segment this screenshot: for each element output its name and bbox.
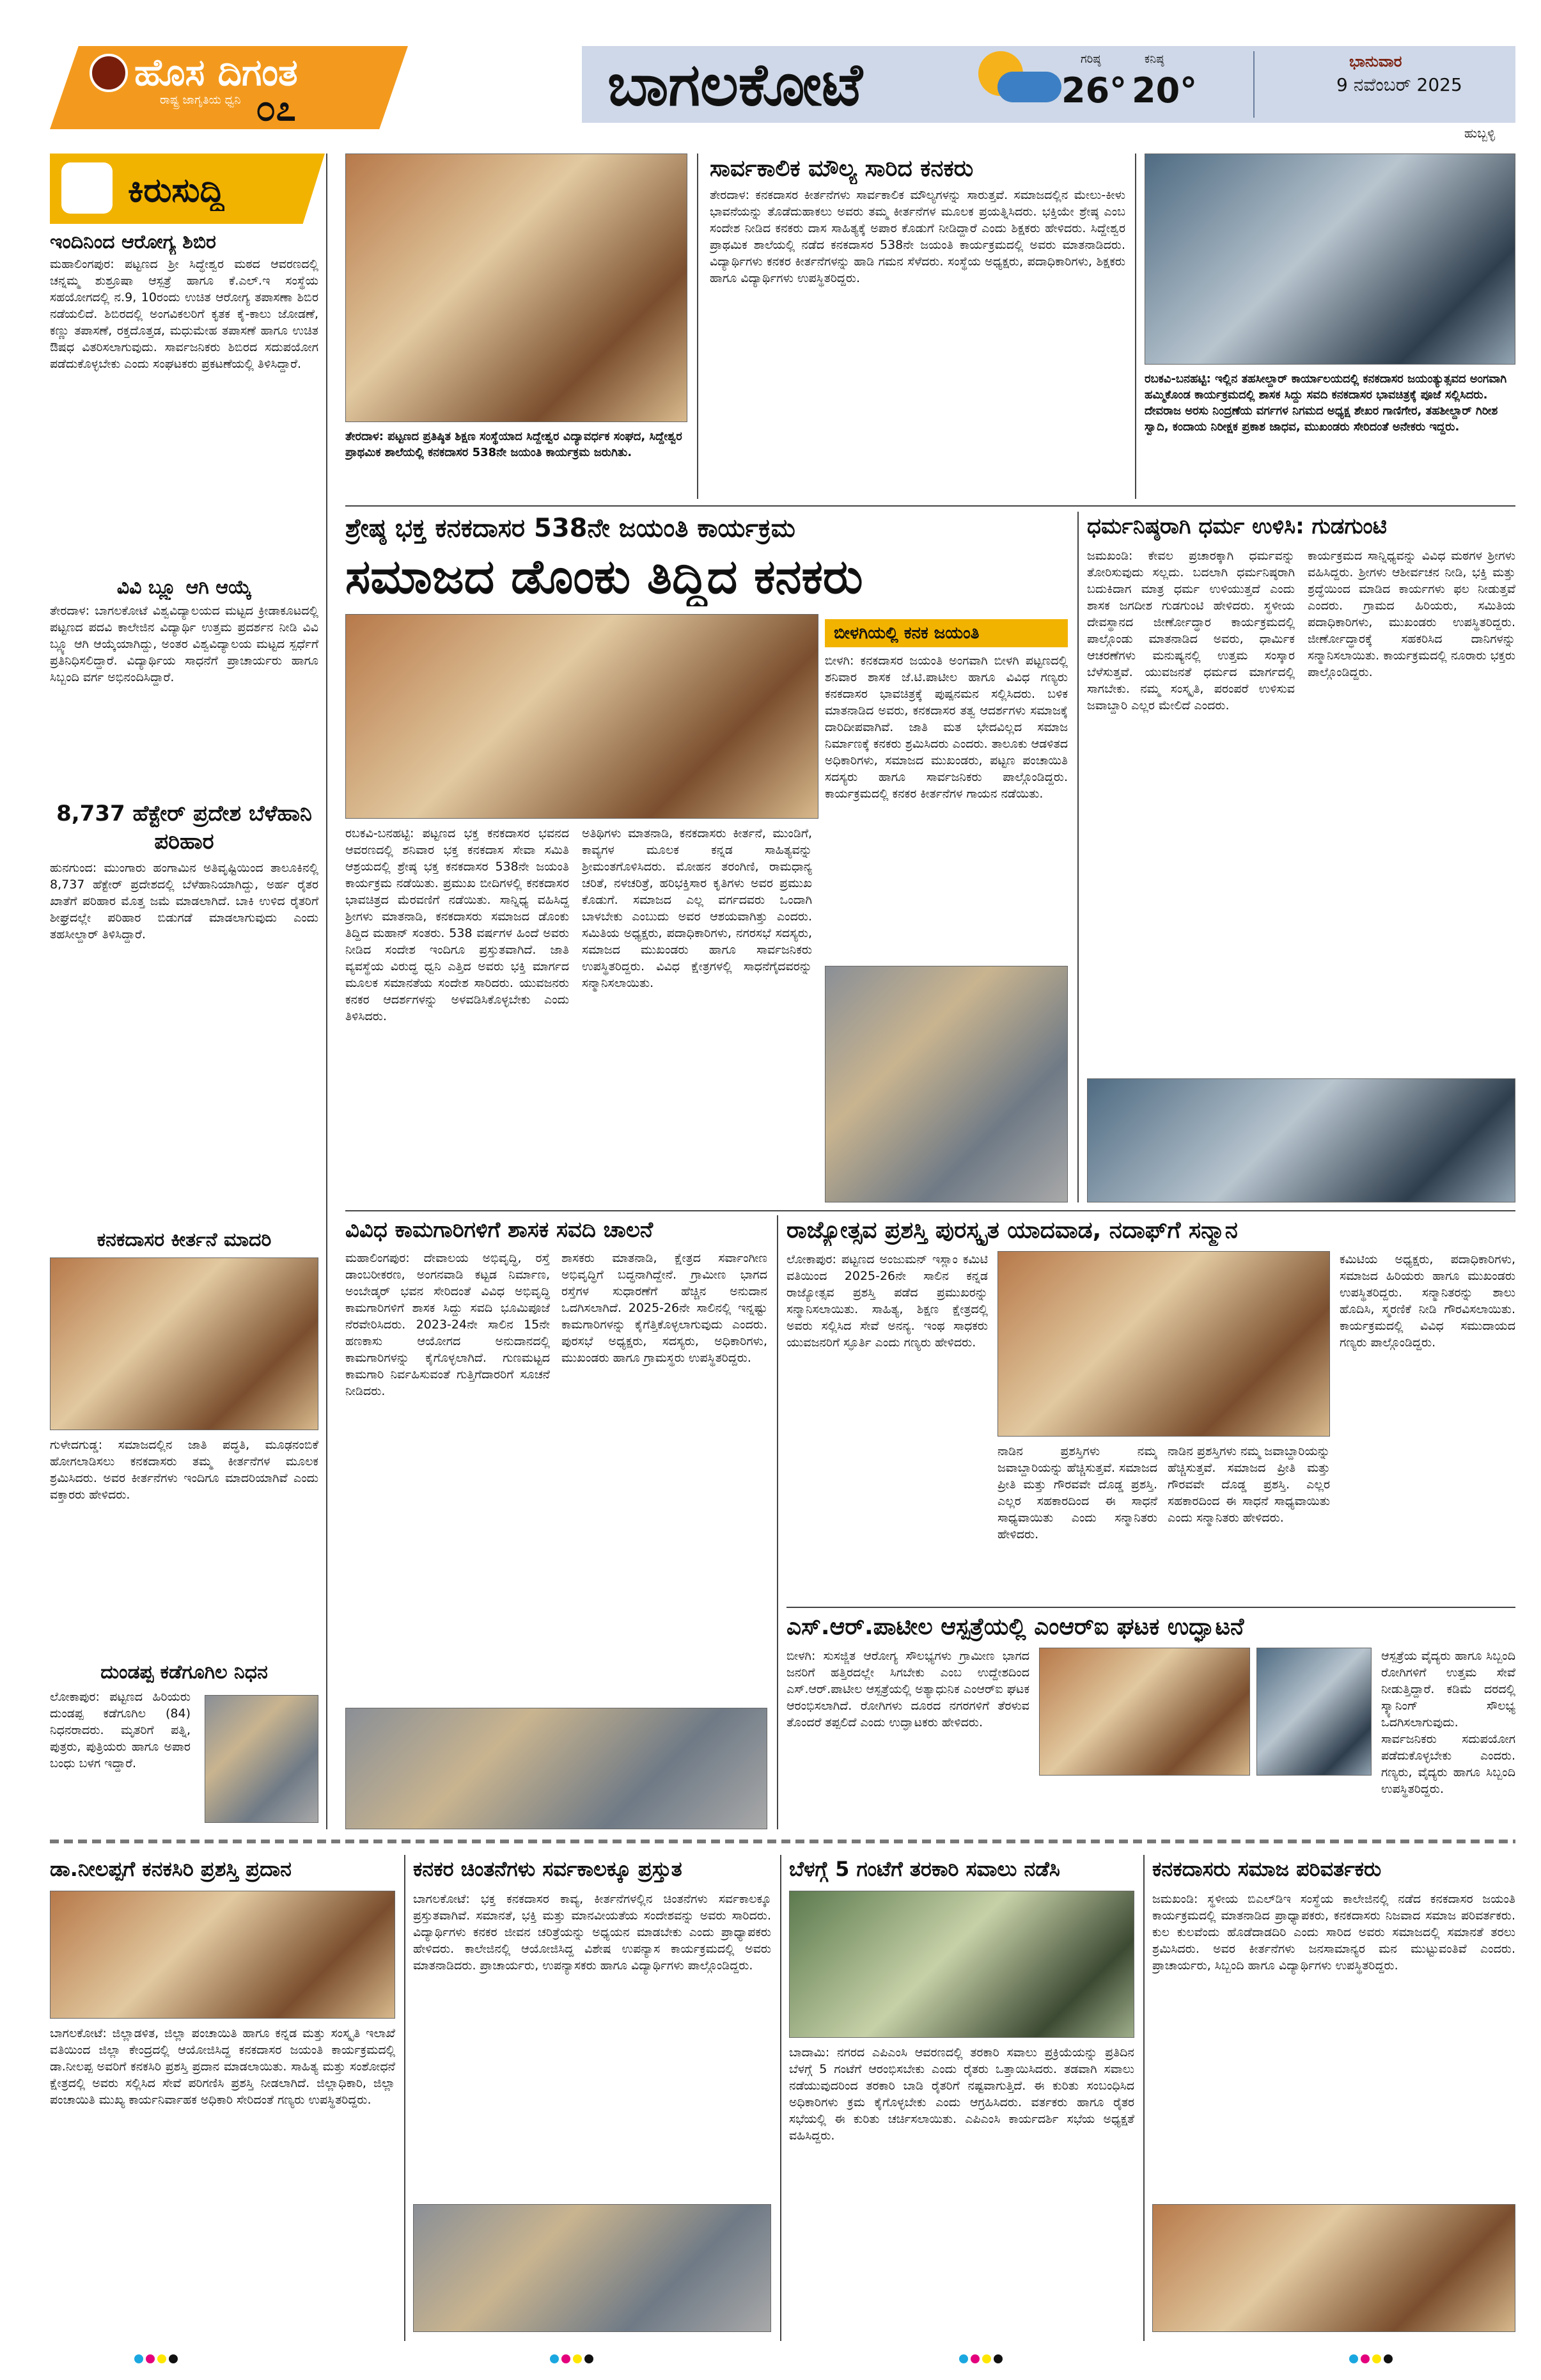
story-photo <box>1145 154 1515 365</box>
story-headline: ಬೆಳಗ್ಗೆ 5 ಗಂಟೆಗೆ ತರಕಾರಿ ಸವಾಲು ನಡೆಸಿ <box>789 1857 1060 1881</box>
story-body: ಮಹಾಲಿಂಗಪುರ: ದೇವಾಲಯ ಅಭಿವೃದ್ಧಿ, ರಸ್ತೆ ಡಾಂಬರೀಕರಣ, ಅಂಗನವಾಡಿ ಕಟ್ಟಡ ನಿರ್ಮಾಣ, ಅಂಬೇಡ್ಕರ್ ಭವನ ಸೇರಿದಂತೆ ವಿವಿಧ ಅಭಿವೃದ್ಧಿ ಕಾಮಗಾರಿಗಳಿಗೆ ಶಾಸಕ ಸಿದ್ದು ಸವದಿ ಭೂಮಿಪೂಜೆ ನೆರವೇರಿಸಿದರು. 2023-24ನೇ ಸಾಲಿನ 15ನೇ ಹಣಕಾಸು ಆಯೋಗದ ಅನುದಾನದಲ್ಲಿ ಕಾಮಗಾರಿಗಳನ್ನು ಕೈಗೊಳ್ಳಲಾಗಿದೆ. ಗುಣಮಟ್ಟದ ಕಾಮಗಾರಿ ನಿರ್ವಹಿಸುವಂತೆ ಗುತ್ತಿಗೆದಾರರಿಗೆ ಸೂಚನೆ ನೀಡಿದರು. <box>345 1251 550 1398</box>
registration-marks <box>1349 2354 1395 2366</box>
section-divider <box>50 1840 1515 1843</box>
lead-body-col2: ಅತಿಥಿಗಳು ಮಾತನಾಡಿ, ಕನಕದಾಸರು ಕೀರ್ತನೆ, ಮುಂಡಿಗೆ, ಕಾವ್ಯಗಳ ಮೂಲಕ ಕನ್ನಡ ಸಾಹಿತ್ಯವನ್ನು ಶ್ರೀಮಂತಗೊಳಿಸಿದರು. ಮೋಹನ ತರಂಗಿಣಿ, ರಾಮಧಾನ್ಯ ಚರಿತೆ, ನಳಚರಿತ್ರೆ, ಹರಿಭಕ್ತಿಸಾರ ಕೃತಿಗಳು ಅವರ ಪ್ರಮುಖ ಕೊಡುಗೆ. ಸಮಾಜದ ಎಲ್ಲ ವರ್ಗದವರು ಒಂದಾಗಿ ಬಾಳಬೇಕು ಎಂಬುದು ಅವರ ಆಶಯವಾಗಿತ್ತು ಎಂದರು. ಸಮಿತಿಯ ಅಧ್ಯಕ್ಷರು, ಪದಾಧಿಕಾರಿಗಳು, ನಗರಸಭೆ ಸದಸ್ಯರು, ಸಮಾಜದ ಮುಖಂಡರು ಹಾಗೂ ಸಾರ್ವಜನಿಕರು ಉಪಸ್ಥಿತರಿದ್ದರು. ವಿವಿಧ ಕ್ಷೇತ್ರಗಳಲ್ಲಿ ಸಾಧನೆಗೈದವರನ್ನು ಸನ್ಮಾನಿಸಲಾಯಿತು. <box>582 826 812 990</box>
story-body: ನಾಡಿನ ಪ್ರಶಸ್ತಿಗಳು ನಮ್ಮ ಜವಾಬ್ದಾರಿಯನ್ನು ಹೆಚ್ಚಿಸುತ್ತವೆ. ಸಮಾಜದ ಪ್ರೀತಿ ಮತ್ತು ಗೌರವವೇ ದೊಡ್ಡ ಪ್ರಶಸ್ತಿ. ಎಲ್ಲರ ಸಹಕಾರದಿಂದ ಈ ಸಾಧನೆ ಸಾಧ್ಯವಾಯಿತು ಎಂದು ಸನ್ಮಾನಿತರು ಹೇಳಿದರು. <box>997 1444 1157 1541</box>
lead-kicker: ಶ್ರೇಷ್ಠ ಭಕ್ತ ಕನಕದಾಸರ 538ನೇ ಜಯಂತಿ ಕಾರ್ಯಕ್ರಮ <box>345 514 795 543</box>
story-headline: ಕನಕದಾಸರು ಸಮಾಜ ಪರಿವರ್ತಕರು <box>1152 1857 1382 1881</box>
story-body: ಬಾಗಲಕೋಟೆ: ಜಿಲ್ಲಾಡಳಿತ, ಜಿಲ್ಲಾ ಪಂಚಾಯಿತಿ ಹಾಗೂ ಕನ್ನಡ ಮತ್ತು ಸಂಸ್ಕೃತಿ ಇಲಾಖೆ ವತಿಯಿಂದ ಜಿಲ್ಲಾ ಕೇಂದ್ರದಲ್ಲಿ ಆಯೋಜಿಸಿದ್ದ ಕನಕದಾಸರ ಜಯಂತಿ ಕಾರ್ಯಕ್ರಮದಲ್ಲಿ ಡಾ.ನೀಲಪ್ಪ ಅವರಿಗೆ ಕನಕಸಿರಿ ಪ್ರಶಸ್ತಿ ಪ್ರದಾನ ಮಾಡಲಾಯಿತು. ಸಾಹಿತ್ಯ ಮತ್ತು ಸಂಶೋಧನೆ ಕ್ಷೇತ್ರದಲ್ಲಿ ಅವರು ಸಲ್ಲಿಸಿದ ಸೇವೆ ಪರಿಗಣಿಸಿ ಪ್ರಶಸ್ತಿ ನೀಡಲಾಗಿದೆ. ಜಿಲ್ಲಾಧಿಕಾರಿ, ಜಿಲ್ಲಾ ಪಂಚಾಯಿತಿ ಮುಖ್ಯ ಕಾರ್ಯನಿರ್ವಾಹಕ ಅಧಿಕಾರಿ ಸೇರಿದಂತೆ ಗಣ್ಯರು ಉಪಸ್ಥಿತರಿದ್ದರು. <box>50 2026 395 2107</box>
story-body: ಬೀಳಗಿ: ಸುಸಜ್ಜಿತ ಆರೋಗ್ಯ ಸೌಲಭ್ಯಗಳು ಗ್ರಾಮೀಣ ಭಾಗದ ಜನರಿಗೆ ಹತ್ತಿರದಲ್ಲೇ ಸಿಗಬೇಕು ಎಂಬ ಉದ್ದೇಶದಿಂದ ಎಸ್.ಆರ್.ಪಾಟೀಲ ಆಸ್ಪತ್ರೆಯಲ್ಲಿ ಅತ್ಯಾಧುನಿಕ ಎಂಆರ್‌ಐ ಘಟಕ ಆರಂಭಿಸಲಾಗಿದೆ. ರೋಗಿಗಳು ದೂರದ ನಗರಗಳಿಗೆ ತೆರಳುವ ತೊಂದರೆ ತಪ್ಪಲಿದೆ ಎಂದು ಉದ್ಘಾಟಕರು ಹೇಳಿದರು. <box>786 1649 1029 1730</box>
brief-body: ತೇರದಾಳ: ಬಾಗಲಕೋಟೆ ವಿಶ್ವವಿದ್ಯಾಲಯದ ಮಟ್ಟದ ಕ್ರೀಡಾಕೂಟದಲ್ಲಿ ಪಟ್ಟಣದ ಪದವಿ ಕಾಲೇಜಿನ ವಿದ್ಯಾರ್ಥಿ ಉತ್ತಮ ಪ್ರದರ್ಶನ ನೀಡಿ ವಿವಿ ಬ್ಲ್ಯೂ ಆಗಿ ಆಯ್ಕೆಯಾಗಿದ್ದು, ಅಂತರ ವಿಶ್ವವಿದ್ಯಾಲಯ ಮಟ್ಟದ ಸ್ಪರ್ಧೆಗೆ ಪ್ರತಿನಿಧಿಸಲಿದ್ದಾರೆ. ವಿದ್ಯಾರ್ಥಿಯ ಸಾಧನೆಗೆ ಪ್ರಾಚಾರ್ಯರು ಹಾಗೂ ಸಿಬ್ಬಂದಿ ವರ್ಗ ಅಭಿನಂದಿಸಿದ್ದಾರೆ. <box>50 604 318 684</box>
story-body: ಬಾದಾಮಿ: ನಗರದ ಎಪಿಎಂಸಿ ಆವರಣದಲ್ಲಿ ತರಕಾರಿ ಸವಾಲು ಪ್ರಕ್ರಿಯೆಯನ್ನು ಪ್ರತಿದಿನ ಬೆಳಗ್ಗೆ 5 ಗಂಟೆಗೆ ಆರಂಭಿಸಬೇಕು ಎಂದು ರೈತರು ಒತ್ತಾಯಿಸಿದರು. ತಡವಾಗಿ ಸವಾಲು ನಡೆಯುವುದರಿಂದ ತರಕಾರಿ ಬಾಡಿ ರೈತರಿಗೆ ನಷ್ಟವಾಗುತ್ತಿದೆ. ಈ ಕುರಿತು ಸಂಬಂಧಿಸಿದ ಅಧಿಕಾರಿಗಳು ಕ್ರಮ ಕೈಗೊಳ್ಳಬೇಕು ಎಂದು ಆಗ್ರಹಿಸಿದರು. ವರ್ತಕರು ಹಾಗೂ ರೈತರ ಸಭೆಯಲ್ಲಿ ಈ ಕುರಿತು ಚರ್ಚಿಸಲಾಯಿತು. ಎಪಿಎಂಸಿ ಕಾರ್ಯದರ್ಶಿ ಸಭೆಯ ಅಧ್ಯಕ್ಷತೆ ವಹಿಸಿದ್ದರು. <box>789 2045 1134 2143</box>
story-body: ಶಾಸಕರು ಮಾತನಾಡಿ, ಕ್ಷೇತ್ರದ ಸರ್ವಾಂಗೀಣ ಅಭಿವೃದ್ಧಿಗೆ ಬದ್ಧನಾಗಿದ್ದೇನೆ. ಗ್ರಾಮೀಣ ಭಾಗದ ರಸ್ತೆಗಳ ಸುಧಾರಣೆಗೆ ಹೆಚ್ಚಿನ ಅನುದಾನ ಒದಗಿಸಲಾಗಿದೆ. 2025-26ನೇ ಸಾಲಿನಲ್ಲಿ ಇನ್ನಷ್ಟು ಕಾಮಗಾರಿಗಳನ್ನು ಕೈಗೆತ್ತಿಕೊಳ್ಳಲಾಗುವುದು ಎಂದರು. ಪುರಸಭೆ ಅಧ್ಯಕ್ಷರು, ಸದಸ್ಯರು, ಅಧಿಕಾರಿಗಳು, ಮುಖಂಡರು ಹಾಗೂ ಗ್ರಾಮಸ್ಥರು ಉಪಸ್ಥಿತರಿದ್ದರು. <box>561 1251 767 1365</box>
column-rule <box>1135 154 1136 499</box>
lead-headline: ಸಮಾಜದ ಡೊಂಕು ತಿದ್ದಿದ ಕನಕರು <box>345 549 863 604</box>
story-photo <box>1152 2204 1515 2332</box>
registration-marks <box>550 2354 596 2366</box>
brief-body: ಗುಳೇದಗುಡ್ಡ: ಸಮಾಜದಲ್ಲಿನ ಜಾತಿ ಪದ್ಧತಿ, ಮೂಢನಂಬಿಕೆ ಹೋಗಲಾಡಿಸಲು ಕನಕದಾಸರು ತಮ್ಮ ಕೀರ್ತನೆಗಳ ಮೂಲಕ ಶ್ರಮಿಸಿದರು. ಅವರ ಕೀರ್ತನೆಗಳು ಇಂದಿಗೂ ಮಾದರಿಯಾಗಿವೆ ಎಂದು ವಕ್ತಾರರು ಹೇಳಿದರು. <box>50 1438 318 1502</box>
story-body: ಜಮಖಂಡಿ: ಕೇವಲ ಪ್ರಚಾರಕ್ಕಾಗಿ ಧರ್ಮವನ್ನು ತೋರಿಸುವುದು ಸಲ್ಲದು. ಬದಲಾಗಿ ಧರ್ಮನಿಷ್ಠರಾಗಿ ಬದುಕಿದಾಗ ಮಾತ್ರ ಧರ್ಮ ಉಳಿಯುತ್ತದೆ ಎಂದು ಶಾಸಕ ಜಗದೀಶ ಗುಡಗುಂಟಿ ಹೇಳಿದರು. ಸ್ಥಳೀಯ ದೇವಸ್ಥಾನದ ಜೀರ್ಣೋದ್ಧಾರ ಕಾರ್ಯಕ್ರಮದಲ್ಲಿ ಪಾಲ್ಗೊಂಡು ಮಾತನಾಡಿದ ಅವರು, ಧಾರ್ಮಿಕ ಆಚರಣೆಗಳು ಮನುಷ್ಯನಲ್ಲಿ ಉತ್ತಮ ಸಂಸ್ಕಾರ ಬೆಳೆಸುತ್ತವೆ. ಯುವಜನತೆ ಧರ್ಮದ ಮಾರ್ಗದಲ್ಲಿ ಸಾಗಬೇಕು. ನಮ್ಮ ಸಂಸ್ಕೃತಿ, ಪರಂಪರೆ ಉಳಿಸುವ ಜವಾಬ್ದಾರಿ ಎಲ್ಲರ ಮೇಲಿದೆ ಎಂದರು. <box>1087 549 1295 713</box>
story-body: ಲೋಕಾಪುರ: ಪಟ್ಟಣದ ಅಂಜುಮನ್ ಇಸ್ಲಾಂ ಕಮಿಟಿ ವತಿಯಿಂದ 2025-26ನೇ ಸಾಲಿನ ಕನ್ನಡ ರಾಜ್ಯೋತ್ಸವ ಪ್ರಶಸ್ತಿ ಪಡೆದ ಪ್ರಮುಖರನ್ನು ಸನ್ಮಾನಿಸಲಾಯಿತು. ಸಾಹಿತ್ಯ, ಶಿಕ್ಷಣ ಕ್ಷೇತ್ರದಲ್ಲಿ ಅವರು ಸಲ್ಲಿಸಿದ ಸೇವೆ ಅನನ್ಯ. ಇಂಥ ಸಾಧಕರು ಯುವಜನರಿಗೆ ಸ್ಫೂರ್ತಿ ಎಂದು ಗಣ್ಯರು ಹೇಳಿದರು. <box>786 1252 988 1350</box>
story-body: ತೇರದಾಳ: ಕನಕದಾಸರ ಕೀರ್ತನೆಗಳು ಸಾರ್ವಕಾಲಿಕ ಮೌಲ್ಯಗಳನ್ನು ಸಾರುತ್ತವೆ. ಸಮಾಜದಲ್ಲಿನ ಮೇಲು-ಕೀಳು ಭಾವನೆಯನ್ನು ತೊಡೆದುಹಾಕಲು ಅವರು ತಮ್ಮ ಕೀರ್ತನೆಗಳ ಮೂಲಕ ಪ್ರಯತ್ನಿಸಿದರು. ಭಕ್ತಿಯೇ ಶ್ರೇಷ್ಠ ಎಂಬ ಸಂದೇಶ ನೀಡಿದ ಕನಕರು ದಾಸ ಸಾಹಿತ್ಯಕ್ಕೆ ಅಪಾರ ಕೊಡುಗೆ ನೀಡಿದ್ದಾರೆ ಎಂದು ಶಿಕ್ಷಕರು ಹೇಳಿದರು. ಸಿದ್ದೇಶ್ವರ ಪ್ರಾಥಮಿಕ ಶಾಲೆಯಲ್ಲಿ ನಡೆದ ಕನಕದಾಸರ 538ನೇ ಜಯಂತಿ ಕಾರ್ಯಕ್ರಮದಲ್ಲಿ ಅವರು ಮಾತನಾಡಿದರು. ವಿದ್ಯಾರ್ಥಿಗಳು ಕನಕರ ಕೀರ್ತನೆಗಳನ್ನು ಹಾಡಿ ಗಮನ ಸೆಳೆದರು. ಸಂಸ್ಥೆಯ ಅಧ್ಯಕ್ಷರು, ಪದಾಧಿಕಾರಿಗಳು, ಶಿಕ್ಷಕರು ಹಾಗೂ ವಿದ್ಯಾರ್ಥಿಗಳು ಉಪಸ್ಥಿತರಿದ್ದರು. <box>710 188 1125 285</box>
story-photo <box>413 2204 771 2332</box>
lead-body-col1: ರಬಕವಿ-ಬನಹಟ್ಟಿ: ಪಟ್ಟಣದ ಭಕ್ತ ಕನಕದಾಸರ ಭವನದ ಆವರಣದಲ್ಲಿ ಶನಿವಾರ ಭಕ್ತ ಕನಕದಾಸ ಸೇವಾ ಸಮಿತಿ ಆಶ್ರಯದಲ್ಲಿ ಶ್ರೇಷ್ಠ ಭಕ್ತ ಕನಕದಾಸರ 538ನೇ ಜಯಂತಿ ಕಾರ್ಯಕ್ರಮ ನಡೆಯಿತು. ಪ್ರಮುಖ ಬೀದಿಗಳಲ್ಲಿ ಕನಕದಾಸರ ಭಾವಚಿತ್ರದ ಮೆರವಣಿಗೆ ನಡೆಯಿತು. ಸಾನ್ನಿಧ್ಯ ವಹಿಸಿದ್ದ ಶ್ರೀಗಳು ಮಾತನಾಡಿ, ಕನಕದಾಸರು ಸಮಾಜದ ಡೊಂಕು ತಿದ್ದಿದ ಮಹಾನ್ ಸಂತರು. 538 ವರ್ಷಗಳ ಹಿಂದೆ ಅವರು ನೀಡಿದ ಸಂದೇಶ ಇಂದಿಗೂ ಪ್ರಸ್ತುತವಾಗಿದೆ. ಜಾತಿ ವ್ಯವಸ್ಥೆಯ ವಿರುದ್ಧ ಧ್ವನಿ ಎತ್ತಿದ ಅವರು ಭಕ್ತಿ ಮಾರ್ಗದ ಮೂಲಕ ಸಮಾನತೆಯ ಸಂದೇಶ ಸಾರಿದರು. ಯುವಜನರು ಕನಕರ ಆದರ್ಶಗಳನ್ನು ಅಳವಡಿಸಿಕೊಳ್ಳಬೇಕು ಎಂದು ತಿಳಿಸಿದರು. <box>345 826 569 1023</box>
registration-marks <box>959 2354 1005 2366</box>
paper-name: ಹೊಸ ದಿಗಂತ <box>134 51 298 94</box>
beelagi-body: ಬೀಳಗಿ: ಕನಕದಾಸರ ಜಯಂತಿ ಅಂಗವಾಗಿ ಬೀಳಗಿ ಪಟ್ಟಣದಲ್ಲಿ ಶನಿವಾರ ಶಾಸಕ ಜೆ.ಟಿ.ಪಾಟೀಲ ಹಾಗೂ ವಿವಿಧ ಗಣ್ಯರು ಕನಕದಾಸರ ಭಾವಚಿತ್ರಕ್ಕೆ ಪುಷ್ಪನಮನ ಸಲ್ಲಿಸಿದರು. ಬಳಿಕ ಮಾತನಾಡಿದ ಅವರು, ಕನಕದಾಸರ ತತ್ವ ಆದರ್ಶಗಳು ಸಮಾಜಕ್ಕೆ ದಾರಿದೀಪವಾಗಿವೆ. ಜಾತಿ ಮತ ಭೇದವಿಲ್ಲದ ಸಮಾಜ ನಿರ್ಮಾಣಕ್ಕೆ ಕನಕರು ಶ್ರಮಿಸಿದರು ಎಂದರು. ತಾಲೂಕು ಆಡಳಿತದ ಅಧಿಕಾರಿಗಳು, ಸಮಾಜದ ಮುಖಂಡರು, ಪಟ್ಟಣ ಪಂಚಾಯಿತಿ ಸದಸ್ಯರು ಹಾಗೂ ಸಾರ್ವಜನಿಕರು ಪಾಲ್ಗೊಂಡಿದ್ದರು. ಕಾರ್ಯಕ್ರಮದಲ್ಲಿ ಕನಕರ ಕೀರ್ತನೆಗಳ ಗಾಯನ ನಡೆಯಿತು. <box>825 654 1068 801</box>
date-divider <box>1253 51 1255 118</box>
brief-photo <box>50 1257 318 1430</box>
story-photo <box>997 1251 1330 1437</box>
kirusuddi-label: ಕಿರುಸುದ್ದಿ <box>128 171 224 210</box>
registration-marks <box>134 2354 180 2366</box>
date: 9 ನವೆಂಬರ್ 2025 <box>1336 74 1462 95</box>
brief-title: ಇಂದಿನಿಂದ ಆರೋಗ್ಯ ಶಿಬಿರ <box>50 231 216 253</box>
story-headline: ಧರ್ಮನಿಷ್ಠರಾಗಿ ಧರ್ಮ ಉಳಿಸಿ: ಗುಡಗುಂಟಿ <box>1087 514 1387 539</box>
min-temp-label: ಕನಿಷ್ಠ <box>1145 52 1164 66</box>
story-body: ನಾಡಿನ ಪ್ರಶಸ್ತಿಗಳು ನಮ್ಮ ಜವಾಬ್ದಾರಿಯನ್ನು ಹೆಚ್ಚಿಸುತ್ತವೆ. ಸಮಾಜದ ಪ್ರೀತಿ ಮತ್ತು ಗೌರವವೇ ದೊಡ್ಡ ಪ್ರಶಸ್ತಿ. ಎಲ್ಲರ ಸಹಕಾರದಿಂದ ಈ ಸಾಧನೆ ಸಾಧ್ಯವಾಯಿತು ಎಂದು ಸನ್ಮಾನಿತರು ಹೇಳಿದರು. <box>1168 1444 1330 1525</box>
column-rule <box>404 1855 405 2341</box>
story-headline: ಡಾ.ನೀಲಪ್ಪಗೆ ಕನಕಸಿರಿ ಪ್ರಶಸ್ತಿ ಪ್ರದಾನ <box>50 1857 292 1881</box>
column-rule <box>326 154 327 1829</box>
paper-logo-emblem-icon <box>90 54 128 92</box>
section-rule <box>786 1607 1515 1608</box>
column-rule <box>697 154 698 499</box>
story-body: ಕಮಿಟಿಯ ಅಧ್ಯಕ್ಷರು, ಪದಾಧಿಕಾರಿಗಳು, ಸಮಾಜದ ಹಿರಿಯರು ಹಾಗೂ ಮುಖಂಡರು ಉಪಸ್ಥಿತರಿದ್ದರು. ಸನ್ಮಾನಿತರನ್ನು ಶಾಲು ಹೊದಿಸಿ, ಸ್ಮರಣಿಕೆ ನೀಡಿ ಗೌರವಿಸಲಾಯಿತು. ಕಾರ್ಯಕ್ರಮದಲ್ಲಿ ವಿವಿಧ ಸಮುದಾಯದ ಗಣ್ಯರು ಪಾಲ್ಗೊಂಡಿದ್ದರು. <box>1340 1252 1515 1350</box>
min-temp: 20° <box>1132 70 1198 111</box>
brief-title: ದುಂಡಪ್ಪ ಕಡೆಗೂಗಿಲ ನಿಧನ <box>100 1661 268 1683</box>
paper-tagline: ರಾಷ್ಟ್ರ ಜಾಗೃತಿಯ ಧ್ವನಿ <box>160 93 241 107</box>
story-headline: ಕನಕರ ಚಿಂತನೆಗಳು ಸರ್ವಕಾಲಕ್ಕೂ ಪ್ರಸ್ತುತ <box>413 1857 682 1881</box>
story-headline: ರಾಜ್ಯೋತ್ಸವ ಪ್ರಶಸ್ತಿ ಪುರಸ್ಕೃತ ಯಾದವಾಡ, ನದಾಫ್‌ಗೆ ಸನ್ಮಾನ <box>786 1217 1238 1243</box>
brief-title: ಕನಕದಾಸರ ಕೀರ್ತನೆ ಮಾದರಿ <box>97 1229 272 1251</box>
section-rule <box>345 1210 1515 1211</box>
story-body: ಆಸ್ಪತ್ರೆಯ ವೈದ್ಯರು ಹಾಗೂ ಸಿಬ್ಬಂದಿ ರೋಗಿಗಳಿಗೆ ಉತ್ತಮ ಸೇವೆ ನೀಡುತ್ತಿದ್ದಾರೆ. ಕಡಿಮೆ ದರದಲ್ಲಿ ಸ್ಕ್ಯಾನಿಂಗ್ ಸೌಲಭ್ಯ ಒದಗಿಸಲಾಗುವುದು. ಸಾರ್ವಜನಿಕರು ಸದುಪಯೋಗ ಪಡೆದುಕೊಳ್ಳಬೇಕು ಎಂದರು. ಗಣ್ಯರು, ವೈದ್ಯರು ಹಾಗೂ ಸಿಬ್ಬಂದಿ ಉಪಸ್ಥಿತರಿದ್ದರು. <box>1381 1649 1515 1796</box>
hand-icon <box>61 162 113 214</box>
brief-body: ಮಹಾಲಿಂಗಪುರ: ಪಟ್ಟಣದ ಶ್ರೀ ಸಿದ್ಧೇಶ್ವರ ಮಠದ ಆವರಣದಲ್ಲಿ ಚನ್ನಮ್ಮ ಶುಶ್ರೂಷಾ ಆಸ್ಪತ್ರೆ ಹಾಗೂ ಕೆ.ಎಲ್.ಇ ಸಂಸ್ಥೆಯ ಸಹಯೋಗದಲ್ಲಿ ನ.9, 10ರಂದು ಉಚಿತ ಆರೋಗ್ಯ ತಪಾಸಣಾ ಶಿಬಿರ ನಡೆಯಲಿದೆ. ಶಿಬಿರದಲ್ಲಿ ಅಂಗವಿಕಲರಿಗೆ ಕೃತಕ ಕೈ-ಕಾಲು ಜೋಡಣೆ, ಕಣ್ಣು ತಪಾಸಣೆ, ರಕ್ತದೊತ್ತಡ, ಮಧುಮೇಹ ತಪಾಸಣೆ ಹಾಗೂ ಉಚಿತ ಔಷಧ ವಿತರಿಸಲಾಗುವುದು. ಸಾರ್ವಜನಿಕರು ಶಿಬಿರದ ಸದುಪಯೋಗ ಪಡೆದುಕೊಳ್ಳಬೇಕು ಎಂದು ಸಂಘಟಕರು ಪ್ರಕಟಣೆಯಲ್ಲಿ ತಿಳಿಸಿದ್ದಾರೆ. <box>50 257 318 371</box>
story-photo <box>345 1708 767 1829</box>
max-temp: 26° <box>1061 70 1127 111</box>
section-rule <box>345 505 1515 507</box>
weather-cloud-icon <box>997 72 1061 102</box>
brief-body: ಲೋಕಾಪುರ: ಪಟ್ಟಣದ ಹಿರಿಯರು ದುಂಡಪ್ಪ ಕಡೆಗೂಗಿಲ (84) ನಿಧನರಾದರು. ಮೃತರಿಗೆ ಪತ್ನಿ, ಪುತ್ರರು, ಪುತ್ರಿಯರು ಹಾಗೂ ಅಪಾರ ಬಂಧು ಬಳಗ ಇದ್ದಾರೆ. <box>50 1690 191 1770</box>
masthead <box>0 0 1541 144</box>
column-rule <box>1143 1855 1145 2341</box>
story-body: ಬಾಗಲಕೋಟೆ: ಭಕ್ತ ಕನಕದಾಸರ ಕಾವ್ಯ, ಕೀರ್ತನೆಗಳಲ್ಲಿನ ಚಿಂತನೆಗಳು ಸರ್ವಕಾಲಕ್ಕೂ ಪ್ರಸ್ತುತವಾಗಿವೆ. ಸಮಾನತೆ, ಭಕ್ತಿ ಮತ್ತು ಮಾನವೀಯತೆಯ ಸಂದೇಶವನ್ನು ಅವರು ಸಾರಿದರು. ವಿದ್ಯಾರ್ಥಿಗಳು ಕನಕರ ಜೀವನ ಚರಿತ್ರೆಯನ್ನು ಅಧ್ಯಯನ ಮಾಡಬೇಕು ಎಂದು ಪ್ರಾಧ್ಯಾಪಕರು ಹೇಳಿದರು. ಕಾಲೇಜಿನಲ್ಲಿ ಆಯೋಜಿಸಿದ್ದ ವಿಶೇಷ ಉಪನ್ಯಾಸ ಕಾರ್ಯಕ್ರಮದಲ್ಲಿ ಅವರು ಮಾತನಾಡಿದರು. ಪ್ರಾಚಾರ್ಯರು, ಉಪನ್ಯಾಸಕರು ಹಾಗೂ ವಿದ್ಯಾರ್ಥಿಗಳು ಪಾಲ್ಗೊಂಡಿದ್ದರು. <box>413 1892 771 1973</box>
story-headline: ಎಸ್.ಆರ್.ಪಾಟೀಲ ಆಸ್ಪತ್ರೆಯಲ್ಲಿ ಎಂಆರ್‌ಐ ಘಟಕ ಉದ್ಘಾಟನೆ <box>786 1614 1244 1640</box>
beelagi-tag: ಬೀಳಗಿಯಲ್ಲಿ ಕನಕ ಜಯಂತಿ <box>825 619 1068 647</box>
story-headline: ಸಾರ್ವಕಾಲಿಕ ಮೌಲ್ಯ ಸಾರಿದ ಕನಕರು <box>710 155 974 182</box>
story-photo <box>1256 1648 1372 1776</box>
day: ಭಾನುವಾರ <box>1349 52 1402 70</box>
story-body: ಜಮಖಂಡಿ: ಸ್ಥಳೀಯ ಬಿಎಲ್‌ಡಿಇ ಸಂಸ್ಥೆಯ ಕಾಲೇಜಿನಲ್ಲಿ ನಡೆದ ಕನಕದಾಸರ ಜಯಂತಿ ಕಾರ್ಯಕ್ರಮದಲ್ಲಿ ಮಾತನಾಡಿದ ಪ್ರಾಧ್ಯಾಪಕರು, ಕನಕದಾಸರು ನಿಜವಾದ ಸಮಾಜ ಪರಿವರ್ತಕರು. ಕುಲ ಕುಲವೆಂದು ಹೊಡೆದಾಡದಿರಿ ಎಂದು ಸಾರಿದ ಅವರು ಸಮಾಜದಲ್ಲಿ ಸಮಾನತೆ ತರಲು ಶ್ರಮಿಸಿದರು. ಅವರ ಕೀರ್ತನೆಗಳು ಜನಸಾಮಾನ್ಯರ ಮನ ಮುಟ್ಟುವಂತಿವೆ ಎಂದರು. ಪ್ರಾಚಾರ್ಯರು, ಸಿಬ್ಬಂದಿ ಹಾಗೂ ವಿದ್ಯಾರ್ಥಿಗಳು ಉಪಸ್ಥಿತರಿದ್ದರು. <box>1152 1892 1515 1973</box>
column-rule <box>1077 512 1079 1202</box>
edition-title: ಬಾಗಲಕೋಟೆ <box>607 51 863 119</box>
brief-title: ವಿವಿ ಬ್ಲ್ಯೂ ಆಗಿ ಆಯ್ಕೆ <box>116 576 252 599</box>
story-photo <box>1087 1078 1515 1202</box>
column-rule <box>780 1855 781 2341</box>
brief-body: ಹುನಗುಂದ: ಮುಂಗಾರು ಹಂಗಾಮಿನ ಅತಿವೃಷ್ಟಿಯಿಂದ ತಾಲೂಕಿನಲ್ಲಿ 8,737 ಹೆಕ್ಟೇರ್ ಪ್ರದೇಶದಲ್ಲಿ ಬೆಳೆಹಾನಿಯಾಗಿದ್ದು, ಅರ್ಹ ರೈತರ ಖಾತೆಗೆ ಪರಿಹಾರ ಮೊತ್ತ ಜಮೆ ಮಾಡಲಾಗಿದೆ. ಬಾಕಿ ಉಳಿದ ರೈತರಿಗೆ ಶೀಘ್ರದಲ್ಲೇ ಪರಿಹಾರ ಬಿಡುಗಡೆ ಮಾಡಲಾಗುವುದು ಎಂದು ತಹಸೀಲ್ದಾರ್ ತಿಳಿಸಿದ್ದಾರೆ. <box>50 861 318 942</box>
story-photo <box>1039 1648 1250 1776</box>
story-photo <box>789 1891 1134 2038</box>
obituary-photo <box>205 1695 318 1823</box>
story-body: ಕಾರ್ಯಕ್ರಮದ ಸಾನ್ನಿಧ್ಯವನ್ನು ವಿವಿಧ ಮಠಗಳ ಶ್ರೀಗಳು ವಹಿಸಿದ್ದರು. ಶ್ರೀಗಳು ಆಶೀರ್ವಚನ ನೀಡಿ, ಭಕ್ತಿ ಮತ್ತು ಶ್ರದ್ಧೆಯಿಂದ ಮಾಡಿದ ಕಾರ್ಯಗಳು ಫಲ ನೀಡುತ್ತವೆ ಎಂದರು. ಗ್ರಾಮದ ಹಿರಿಯರು, ಸಮಿತಿಯ ಪದಾಧಿಕಾರಿಗಳು, ಮುಖಂಡರು ಉಪಸ್ಥಿತರಿದ್ದರು. ಜೀರ್ಣೋದ್ಧಾರಕ್ಕೆ ಸಹಕರಿಸಿದ ದಾನಿಗಳನ್ನು ಸನ್ಮಾನಿಸಲಾಯಿತು. ಕಾರ್ಯಕ್ರಮದಲ್ಲಿ ನೂರಾರು ಭಕ್ತರು ಪಾಲ್ಗೊಂಡಿದ್ದರು. <box>1308 549 1515 679</box>
brief-title: 8,737 ಹೆಕ್ಟೇರ್ ಪ್ರದೇಶ ಬೆಳೆಹಾನಿ ಪರಿಹಾರ <box>56 801 312 855</box>
beelagi-photo <box>825 966 1068 1202</box>
photo-caption: ತೇರದಾಳ: ಪಟ್ಟಣದ ಪ್ರತಿಷ್ಠಿತ ಶಿಕ್ಷಣ ಸಂಸ್ಥೆಯಾದ ಸಿದ್ದೇಶ್ವರ ವಿದ್ಯಾವರ್ಧಕ ಸಂಘದ, ಸಿದ್ದೇಶ್ವರ ಪ್ರಾಥಮಿಕ ಶಾಲೆಯಲ್ಲಿ ಕನಕದಾಸರ 538ನೇ ಜಯಂತಿ ಕಾರ್ಯಕ್ರಮ ಜರುಗಿತು. <box>345 430 682 459</box>
max-temp-label: ಗರಿಷ್ಠ <box>1081 52 1101 66</box>
story-photo <box>50 1891 395 2019</box>
story-photo <box>345 154 687 422</box>
lead-photo <box>345 614 818 819</box>
city: ಹುಬ್ಬಳ್ಳಿ <box>1464 125 1496 141</box>
story-headline: ವಿವಿಧ ಕಾಮಗಾರಿಗಳಿಗೆ ಶಾಸಕ ಸವದಿ ಚಾಲನೆ <box>345 1217 653 1243</box>
column-rule <box>777 1215 778 1829</box>
page-number: ೦೭ <box>256 88 296 129</box>
photo-caption: ರಬಕವಿ-ಬನಹಟ್ಟಿ: ಇಲ್ಲಿನ ತಹಸೀಲ್ದಾರ್ ಕಾರ್ಯಾಲಯದಲ್ಲಿ ಕನಕದಾಸರ ಜಯಂತ್ಯುತ್ಸವದ ಅಂಗವಾಗಿ ಹಮ್ಮಿಕೊಂಡ ಕಾರ್ಯಕ್ರಮದಲ್ಲಿ ಶಾಸಕ ಸಿದ್ದು ಸವದಿ ಕನಕದಾಸರ ಭಾವಚಿತ್ರಕ್ಕೆ ಪೂಜೆ ಸಲ್ಲಿಸಿದರು. ದೇವರಾಜ ಅರಸು ನಿಂದ್ರಣೆಯ ವರ್ಗಗಳ ನಿಗಮದ ಅಧ್ಯಕ್ಷ ಶೇಖರ ಗಾಣಿಗೇರ, ತಹಶೀಲ್ದಾರ್ ಗಿರೀಶ ಸ್ವಾದಿ, ಕಂದಾಯ ನಿರೀಕ್ಷಕ ಪ್ರಕಾಶ ಜಾಧವ, ಮುಖಂಡರು ಸೇರಿದಂತೆ ಅನೇಕರು ಇದ್ದರು. <box>1145 372 1507 434</box>
